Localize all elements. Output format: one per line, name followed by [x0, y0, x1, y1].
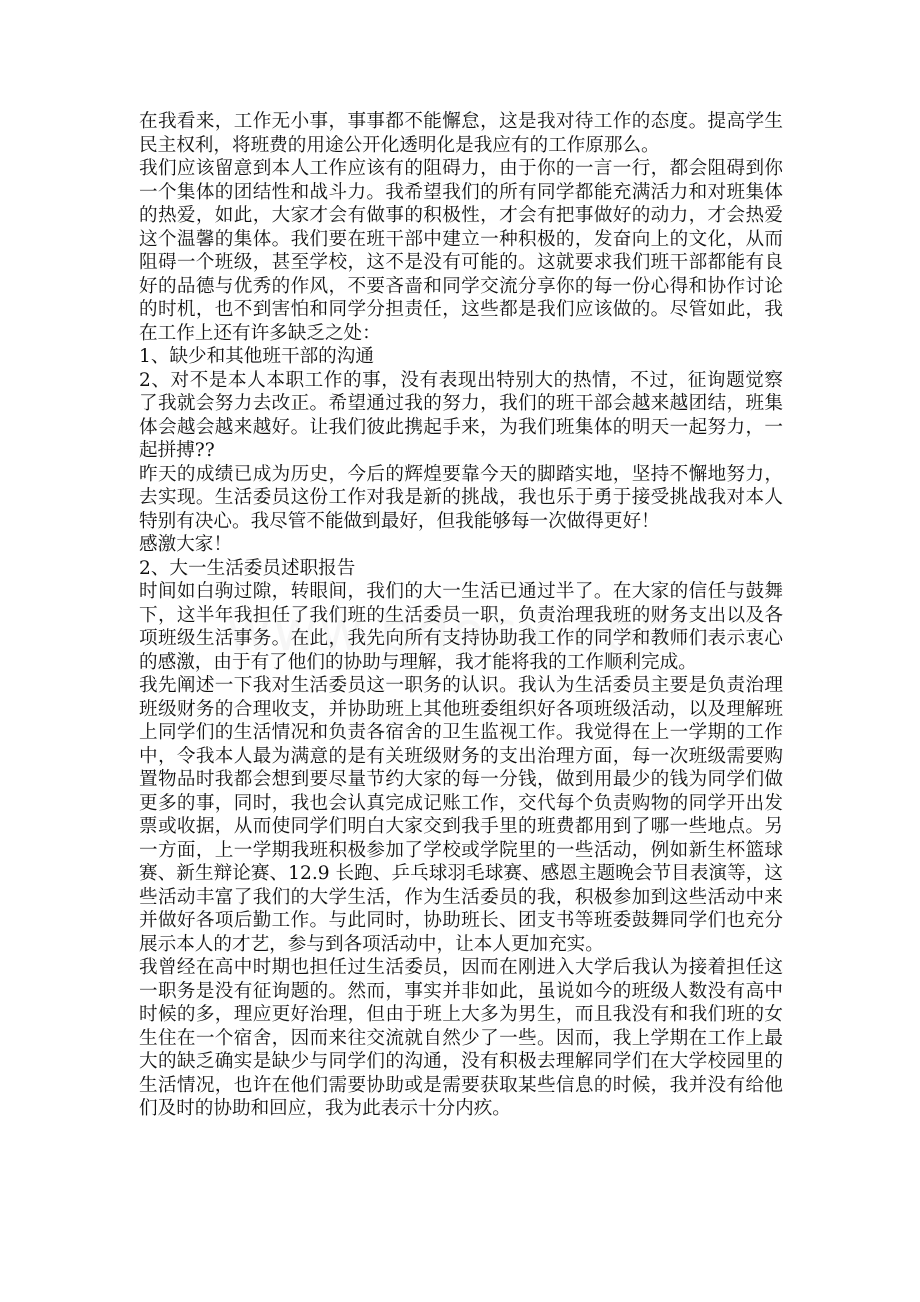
section-heading: 2、大一生活委员述职报告 — [139, 557, 356, 579]
paragraph-7: 时间如白驹过隙，转眼间，我们的大一生活已通过半了。在大家的信任与鼓舞下，这半年我担任了我们班的生活委员一职，负责治理我班的财务支出以及各项班级生活事务。在此，我先向所有支持协助我工作的同学和教师们表示衷心的感激，由于有了他们的协助与理解，我才能将我的工作顺利完成。 — [139, 581, 783, 673]
paragraph-6: 感激大家！ — [139, 534, 232, 555]
paragraph-5: 昨天的成绩已成为历史，今后的辉煌要靠今天的脚踏实地，坚持不懈地努力，去实现。生活委员这份工作对我是新的挑战，我也乐于勇于接受挑战我对本人特别有决心。我尽管不能做到最好，但我能够每一次做得更好！ — [139, 463, 783, 532]
paragraph-3: 1、缺少和其他班干部的沟通 — [139, 346, 374, 367]
document-body — [139, 110, 783, 1121]
paragraph-4: 2、对不是本人本职工作的事，没有表现出特别大的热情，不过，征询题觉察了我就会努力去改正。希望通过我的努力，我们的班干部会越来越团结，班集体会越会越来越好。让我们彼此携起手来，为我们班集体的明天一起努力，一起拼搏?? — [139, 369, 783, 461]
paragraph-8: 我先阐述一下我对生活委员这一职务的认识。我认为生活委员主要是负责治理班级财务的合理收支，并协助班上其他班委组织好各项班级活动，以及理解班上同学们的生活情况和负责各宿舍的卫生监视工作。我觉得在上一学期的工作中，令我本人最为满意的是有关班级财务的支出治理方面，每一次班级需要购置物品时我都会想到要尽量节约大家的每一分钱，做到用最少的钱为同学们做更多的事，同时，我也会认真完成记账工作，交代每个负责购物的同学开出发票或收据，从而使同学们明白大家交到我手里的班费都用到了哪一些地点。另一方面，上一学期我班积极参加了学校或学院里的一些活动，例如新生杯篮球赛、新生辩论赛、12.9 长跑、乒乓球羽毛球赛、感恩主题晚会节目表演等，这些活动丰富了我们的大学生活，作为生活委员的我，积极参加到这些活动中来并做好各项后勤工作。与此同时，协助班长、团支书等班委鼓舞同学们也充分展示本人的才艺，参与到各项活动中，让本人更加充实。 — [139, 675, 783, 955]
paragraph-1: 在我看来，工作无小事，事事都不能懈怠，这是我对待工作的态度。提高学生民主权利，将班费的用途公开化透明化是我应有的工作原那么。 — [139, 111, 783, 156]
paragraph-9: 我曾经在高中时期也担任过生活委员，因而在刚进入大学后我认为接着担任这一职务是没有征询题的。然而，事实并非如此，虽说如今的班级人数没有高中时候的多，理应更好治理，但由于班上大多为男生，而且我没有和我们班的女生住在一个宿舍，因而来往交流就自然少了一些。因而，我上学期在工作上最大的缺乏确实是缺少与同学们的沟通，没有积极去理解同学们在大学校园里的生活情况，也许在他们需要协助或是需要获取某些信息的时候，我并没有给他们及时的协助和回应，我为此表示十分内疚。 — [139, 957, 783, 1119]
paragraph-2: 我们应该留意到本人工作应该有的阻碍力，由于你的一言一行，都会阻碍到你一个集体的团结性和战斗力。我希望我们的所有同学都能充满活力和对班集体的热爱，如此，大家才会有做事的积极性，才会有把事做好的动力，才会热爱这个温馨的集体。我们要在班干部中建立一种积极的，发奋向上的文化，从而阻碍一个班级，甚至学校，这不是没有可能的。这就要求我们班干部都能有良好的品德与优秀的作风，不要吝啬和同学交流分享你的每一份心得和协作讨论的时机，也不到害怕和同学分担责任，这些都是我们应该做的。尽管如此，我在工作上还有许多缺乏之处： — [139, 158, 783, 344]
